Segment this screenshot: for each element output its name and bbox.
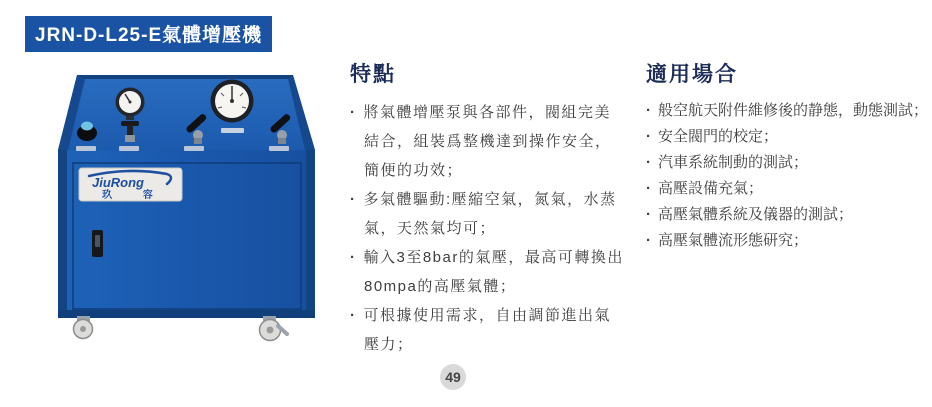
list-item: · 高壓氣體流形態研究； (646, 228, 928, 254)
list-item: · 多氣體驅動:壓縮空氣，氮氣，水蒸氣，天然氣均可； (350, 185, 626, 243)
caster-wheel-left (74, 316, 93, 339)
door-handle (92, 230, 103, 257)
applications-list (646, 98, 928, 254)
applications-heading: 適用場合 (646, 63, 738, 86)
list-item: · 安全閥門的校定； (646, 124, 928, 150)
list-item: · 汽車系統制動的測試； (646, 150, 928, 176)
page-number-badge (440, 364, 466, 390)
list-item: · 將氣體增壓泵與各部件，閥組完美結合，組裝爲整機達到操作安全，簡便的功效； (350, 98, 626, 185)
brand-plate (79, 168, 182, 201)
features-heading: 特點 (350, 63, 396, 86)
brand-logo-text: JiuRong (92, 175, 144, 190)
brand-chinese-text: 玖 容 (102, 190, 167, 201)
list-item: · 高壓氣體系統及儀器的測試； (646, 202, 928, 228)
list-item: · 般空航天附件維修後的静態，動態測試； (646, 98, 928, 124)
features-section (350, 58, 626, 359)
list-item: · 高壓設備充氣； (646, 176, 928, 202)
features-list (350, 98, 626, 359)
list-item: · 輸入3至8bar的氣壓，最高可轉換出80mpa的高壓氣體； (350, 243, 626, 301)
machine-illustration (40, 60, 340, 350)
gauge-label-plate (221, 128, 244, 133)
product-title-banner (25, 16, 272, 52)
product-title: JRN-D-L25-E氣體增壓機 (35, 25, 263, 46)
caster-wheel-right (260, 316, 288, 341)
page-number: 49 (445, 369, 461, 385)
product-photo (40, 60, 340, 350)
control-panel (58, 75, 315, 150)
applications-section (646, 58, 928, 254)
list-item: · 可根據使用需求，自由調節進出氣壓力； (350, 301, 626, 359)
